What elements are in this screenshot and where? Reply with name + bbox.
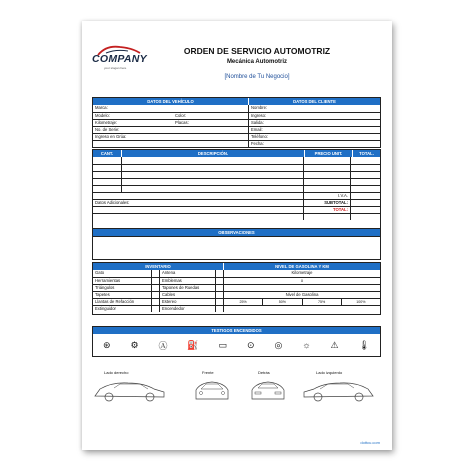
client-field[interactable]: Salida: xyxy=(248,120,380,126)
inventory-item: Antena xyxy=(159,270,215,277)
items-table xyxy=(92,149,381,237)
table-row[interactable] xyxy=(93,171,380,178)
battery-icon[interactable]: ▭ xyxy=(218,339,228,350)
fuel-level-50[interactable]: 50% xyxy=(262,299,301,305)
checkbox[interactable] xyxy=(215,306,223,312)
vehicle-field[interactable]: Color: xyxy=(175,113,187,118)
car-left-side-icon[interactable] xyxy=(300,377,376,403)
checkbox[interactable] xyxy=(151,299,159,305)
table-row xyxy=(93,284,380,291)
footer-link[interactable]: dottcu.com xyxy=(360,440,380,445)
total-value[interactable] xyxy=(350,207,380,213)
observations-box[interactable] xyxy=(92,228,381,260)
table-row xyxy=(93,291,380,298)
table-row xyxy=(93,305,380,312)
company-name: COMPANY xyxy=(92,53,147,65)
vehicle-field[interactable]: No. de Serie: xyxy=(95,127,120,132)
inventory-item: Extinguidor xyxy=(95,306,116,311)
additional-data-label: Datos Adicionales: xyxy=(95,200,130,205)
inventory-item: Tapones de Ruedas xyxy=(159,285,215,291)
company-tagline: your slogan here xyxy=(104,66,127,70)
table-row xyxy=(93,126,380,133)
description-header: DESCRIPCIÓN. xyxy=(121,150,304,157)
inventory-item: Encendedor xyxy=(159,306,215,312)
lights-icon[interactable]: ☼ xyxy=(302,340,311,350)
warning-lights-box xyxy=(92,326,381,357)
fuel-level-75[interactable]: 75% xyxy=(302,299,341,305)
inventory-item: Triángulos xyxy=(95,285,115,290)
car-front-icon[interactable] xyxy=(192,377,232,403)
view-label-front: Frente xyxy=(202,370,214,375)
inventory-item: Emblemas xyxy=(159,278,215,284)
total-row xyxy=(93,206,380,213)
observations-heading: OBSERVACIONES xyxy=(93,229,380,236)
total-label: TOTAL: xyxy=(303,207,350,213)
table-row xyxy=(93,133,380,140)
oil-icon[interactable]: ⛽ xyxy=(187,339,199,350)
checkbox[interactable] xyxy=(151,292,159,298)
checkbox[interactable] xyxy=(215,278,223,284)
vehicle-field[interactable] xyxy=(173,105,248,112)
vehicle-field[interactable]: Kilometraje: xyxy=(95,120,118,125)
vehicle-field[interactable]: Marca: xyxy=(95,105,108,110)
business-name: [Nombre de Tu Negocio] xyxy=(224,74,290,80)
service-order-page xyxy=(82,21,392,450)
vehicle-field[interactable] xyxy=(173,127,248,133)
checkbox[interactable] xyxy=(215,285,223,291)
table-row xyxy=(93,213,380,220)
vehicle-field[interactable]: Ingreso en Grúa: xyxy=(95,134,127,139)
inventory-item: Cables xyxy=(159,292,215,298)
subtotal-value[interactable] xyxy=(350,200,380,206)
inventory-table xyxy=(92,262,381,315)
coolant-icon[interactable]: 🌡 xyxy=(358,339,370,350)
vehicle-field[interactable]: Modelo: xyxy=(95,113,110,118)
client-field[interactable]: Email: xyxy=(248,127,380,133)
view-label-left: Lado izquierdo xyxy=(316,370,343,375)
abs-brake-icon[interactable]: ⊛ xyxy=(102,339,111,350)
km-value[interactable]: x xyxy=(223,278,380,284)
checkbox[interactable] xyxy=(215,299,223,305)
car-back-icon[interactable] xyxy=(248,377,288,403)
inventory-item: Llantas de Refacción xyxy=(95,299,135,304)
table-row xyxy=(93,270,380,277)
inventory-heading: INVENTARIO xyxy=(93,263,223,270)
iva-value[interactable] xyxy=(350,193,380,199)
table-row[interactable] xyxy=(93,157,380,164)
table-row xyxy=(93,298,380,305)
engine-check-icon[interactable]: ⚙ xyxy=(130,339,139,350)
km-label: Kilometraje xyxy=(223,270,380,277)
client-field[interactable]: Teléfono: xyxy=(248,134,380,140)
qty-header: CANT. xyxy=(93,150,121,157)
vehicle-field[interactable]: Placas: xyxy=(175,120,189,125)
vehicle-field[interactable] xyxy=(173,134,248,140)
checkbox[interactable] xyxy=(151,306,159,312)
view-label-right: Lado derecho xyxy=(104,370,129,375)
subtotal-row xyxy=(93,199,380,206)
iva-label: I.V.A. xyxy=(303,193,350,199)
total-header: TOTAL. xyxy=(352,150,380,157)
checkbox[interactable] xyxy=(215,270,223,277)
subtotal-label: SUBTOTAL: xyxy=(303,200,350,206)
checkbox[interactable] xyxy=(151,278,159,284)
fuel-km-heading: NIVEL DE GASOLINA Y KM xyxy=(223,263,380,270)
client-field[interactable]: Nombre: xyxy=(248,105,380,112)
brake-icon[interactable]: ⊙ xyxy=(247,339,255,350)
table-row xyxy=(93,140,380,147)
table-row xyxy=(93,112,380,119)
inventory-item: Estereo xyxy=(159,299,215,305)
vehicle-client-table xyxy=(92,97,381,148)
client-field[interactable]: Fecha: xyxy=(248,141,380,147)
checkbox[interactable] xyxy=(215,292,223,298)
vehicle-heading: DATOS DEL VEHÍCULO xyxy=(93,98,248,105)
table-row xyxy=(93,105,380,112)
form-title: ORDEN DE SERVICIO AUTOMOTRIZ xyxy=(183,46,331,56)
table-row[interactable] xyxy=(93,185,380,192)
traction-icon[interactable]: ⚠ xyxy=(330,339,339,350)
client-heading: DATOS DEL CLIENTE xyxy=(248,98,380,105)
table-row[interactable] xyxy=(93,178,380,185)
abs-icon[interactable]: Ⓐ xyxy=(158,340,168,351)
vehicle-field[interactable] xyxy=(173,141,248,147)
form-subtitle: Mecánica Automotriz xyxy=(226,59,288,65)
checkbox[interactable] xyxy=(151,270,159,277)
fuel-level-100[interactable]: 100% xyxy=(341,299,380,305)
table-row xyxy=(93,277,380,284)
fuel-level-25[interactable]: 25% xyxy=(223,299,262,305)
inventory-item: Tapetes xyxy=(95,292,110,297)
inventory-item: Gato xyxy=(95,270,105,275)
table-row[interactable] xyxy=(93,164,380,171)
client-field[interactable]: Ingreso: xyxy=(248,113,380,119)
view-label-back: Detrás xyxy=(258,370,270,375)
vehicle-field[interactable] xyxy=(93,141,173,147)
checkbox[interactable] xyxy=(151,285,159,291)
unit-price-header: PRECIO UNIT. xyxy=(304,150,352,157)
table-row xyxy=(93,119,380,126)
inventory-item: Herramientas xyxy=(95,278,121,283)
iva-row xyxy=(93,192,380,199)
car-right-side-icon[interactable] xyxy=(92,377,168,403)
fuel-label: Nivel de Gasolina xyxy=(223,292,380,298)
warning-lights-heading: TESTIGOS ENCENDIDOS xyxy=(93,327,380,334)
tire-pressure-icon[interactable]: ◎ xyxy=(274,339,283,350)
